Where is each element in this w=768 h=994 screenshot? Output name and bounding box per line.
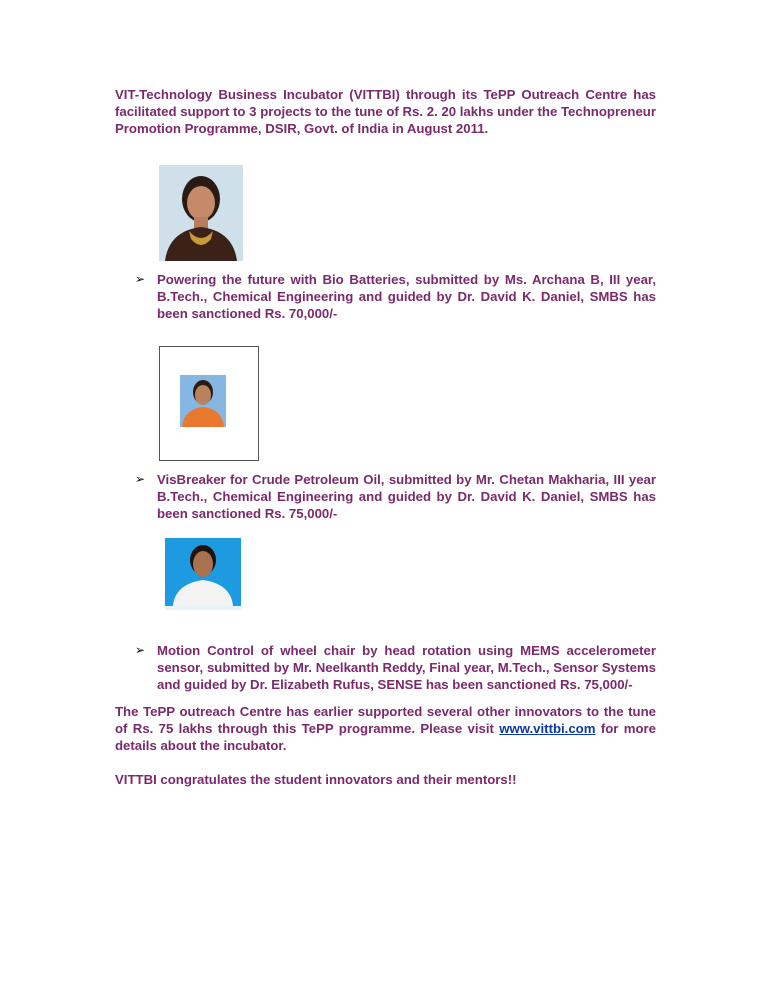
vittbi-website-link[interactable]: www.vittbi.com [499,721,596,736]
bullet-arrow-icon: ➢ [135,643,146,657]
outro-paragraph [115,703,656,754]
document-page [115,86,656,788]
project-item-visbreaker [115,471,656,522]
portrait-image [159,534,247,616]
portrait-image [180,375,226,427]
project-text: VisBreaker for Crude Petroleum Oil, submitted by Mr. Chetan Makharia, III year B.Tech., Chemical Engineering and guided by Dr. David K. Daniel, SMBS has been sanctioned Rs. 75,000/- [157,472,656,521]
portrait-image [159,165,243,261]
closing-paragraph: VITTBI congratulates the student innovators and their mentors!! [115,772,517,787]
intro-paragraph: VIT-Technology Business Incubator (VITTBI) through its TePP Outreach Centre has facilitated support to 3 projects to the tune of Rs. 2. 20 lakhs under the Technopreneur Promotion Programme, DSIR, Govt. of India in August 2011. [115,87,656,136]
student-photo-archana [159,165,243,261]
project-item-wheelchair [115,642,656,693]
bullet-arrow-icon: ➢ [135,472,146,486]
student-photo-neelkanth [159,534,247,616]
outro-text: The TePP outreach Centre has earlier supported several other innovators to the tune of Rs. 75 lakhs through this TePP programme. Please visit [115,704,656,736]
project-text: Powering the future with Bio Batteries, submitted by Ms. Archana B, III year, B.Tech., Chemical Engineering and guided by Dr. David K. Daniel, SMBS has been sanctioned Rs. 70,000/- [157,272,656,321]
bullet-arrow-icon: ➢ [135,272,146,286]
student-photo-chetan [159,346,259,461]
project-item-bio-batteries [115,271,656,322]
outro-text-end: for more details about the incubator. [115,721,656,753]
project-text: Motion Control of wheel chair by head rotation using MEMS accelerometer sensor, submitted by Mr. Neelkanth Reddy, Final year, M.Tech., Sensor Systems and guided by Dr. Elizabeth Rufus, SENSE has been sanctioned Rs. 75,000/- [157,643,656,692]
